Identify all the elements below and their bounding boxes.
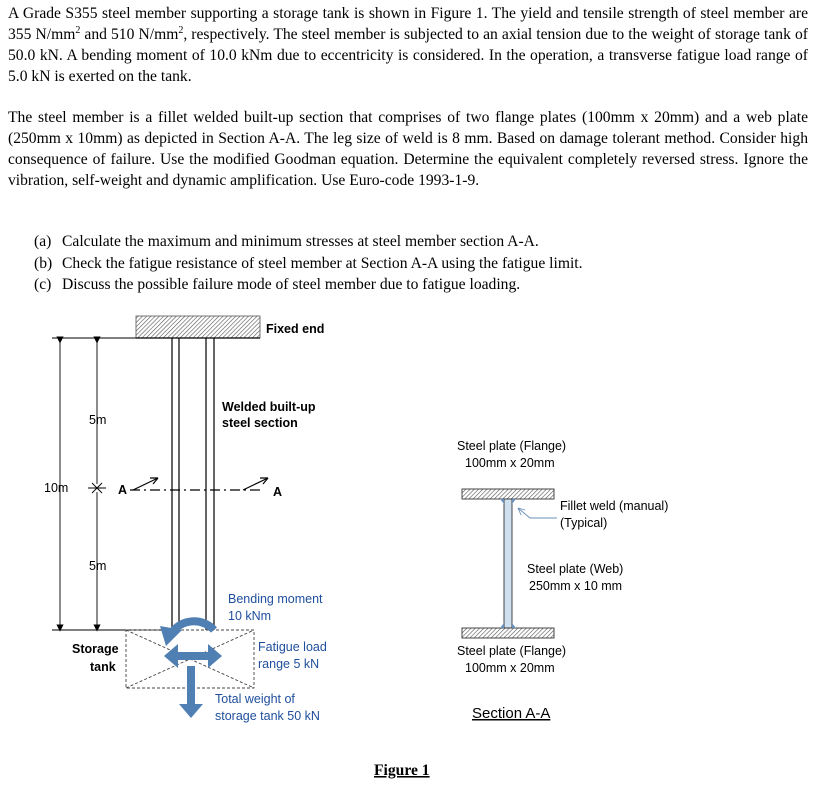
weight-label-line1: Total weight of xyxy=(215,692,295,706)
fixed-end-label: Fixed end xyxy=(266,322,325,336)
dim-lower-label: 5m xyxy=(89,559,107,573)
flange-bottom-line2: 100mm x 20mm xyxy=(465,661,555,675)
flange-top-line2: 100mm x 20mm xyxy=(465,456,555,470)
weight-arrow xyxy=(179,666,203,718)
dim-upper-label: 5m xyxy=(89,413,107,427)
fatigue-label-line1: Fatigue load xyxy=(258,640,327,654)
weight-label-line2: storage tank 50 kN xyxy=(215,709,320,723)
section-title: Section A-A xyxy=(472,705,551,722)
question-c-label: (c) xyxy=(34,276,52,293)
p1-text-a: A Grade S355 steel member supporting a storage tank is shown in Figure 1. The yield and tensile strength of steel member are 355 N/mm xyxy=(8,5,808,43)
p1-text-b: and 510 N/mm xyxy=(80,26,179,43)
weld-leader xyxy=(518,508,557,518)
question-b-label: (b) xyxy=(34,254,53,272)
web-label-line1: Steel plate (Web) xyxy=(527,562,624,576)
dim-total-label: 10m xyxy=(44,481,69,495)
steel-member xyxy=(172,338,214,630)
fatigue-label-line2: range 5 kN xyxy=(258,657,320,671)
section-cut-line xyxy=(130,478,268,490)
fatigue-load-arrow xyxy=(164,644,222,668)
welded-label-line2: steel section xyxy=(222,416,298,430)
section-mark-right: A xyxy=(273,485,283,499)
dimension-lines xyxy=(52,338,170,630)
bending-label-line2: 10 kNm xyxy=(228,609,272,623)
bending-moment-arrow xyxy=(160,621,214,646)
weld-label-line2: (Typical) xyxy=(560,516,608,530)
p1-text-c: , respectively. The steel member is subjected to an axial tension due to the weight of storage tank of 50.0 kN. A bending moment of 10.0 kNm due to eccentricity is considered. In the operation, a transverse fatigue load range of 5.0 kN is exerted on the tank. xyxy=(8,26,808,85)
flange-top-line1: Steel plate (Flange) xyxy=(457,439,567,453)
web-label-line2: 250mm x 10 mm xyxy=(529,579,623,593)
p1-sup-1: 2 xyxy=(75,24,81,36)
question-b-text: Check the fatigue resistance of steel member at Section A-A using the fatigue limit. xyxy=(62,254,583,272)
bending-label-line1: Bending moment xyxy=(228,592,323,606)
web-plate xyxy=(504,499,512,628)
flange-bottom-line1: Steel plate (Flange) xyxy=(457,644,567,658)
section-mark-left: A xyxy=(118,483,128,497)
weld-label-line1: Fillet weld (manual) xyxy=(560,499,669,513)
p1-sup-2: 2 xyxy=(178,24,184,36)
tank-label-line1: Storage xyxy=(72,642,119,656)
problem-paragraph-2: The steel member is a fillet welded built-up section that comprises of two flange plates (100mm x 20mm) and a web plate (250mm x 10mm) as depicted in Section A-A. The leg size of weld is 8 mm. Based on damage tolerant method. Consider high consequence of failure. Use the modified Goodman equation. Determine the equivalent completely reversed stress. Ignore the vibration, self-weight and dynamic amplification. Use Euro-code 1993-1-9. xyxy=(8,109,808,189)
top-flange xyxy=(462,489,554,499)
fixed-end-support xyxy=(136,316,260,338)
welded-label-line1: Welded built-up xyxy=(222,400,316,414)
figure-caption: Figure 1 xyxy=(374,762,430,779)
question-c-text: Discuss the possible failure mode of steel member due to fatigue loading. xyxy=(62,276,521,293)
tank-label-line2: tank xyxy=(90,660,116,674)
question-a-text: Calculate the maximum and minimum stresses at steel member section A-A. xyxy=(62,233,539,250)
bottom-flange xyxy=(462,628,554,638)
question-a-label: (a) xyxy=(34,233,52,250)
